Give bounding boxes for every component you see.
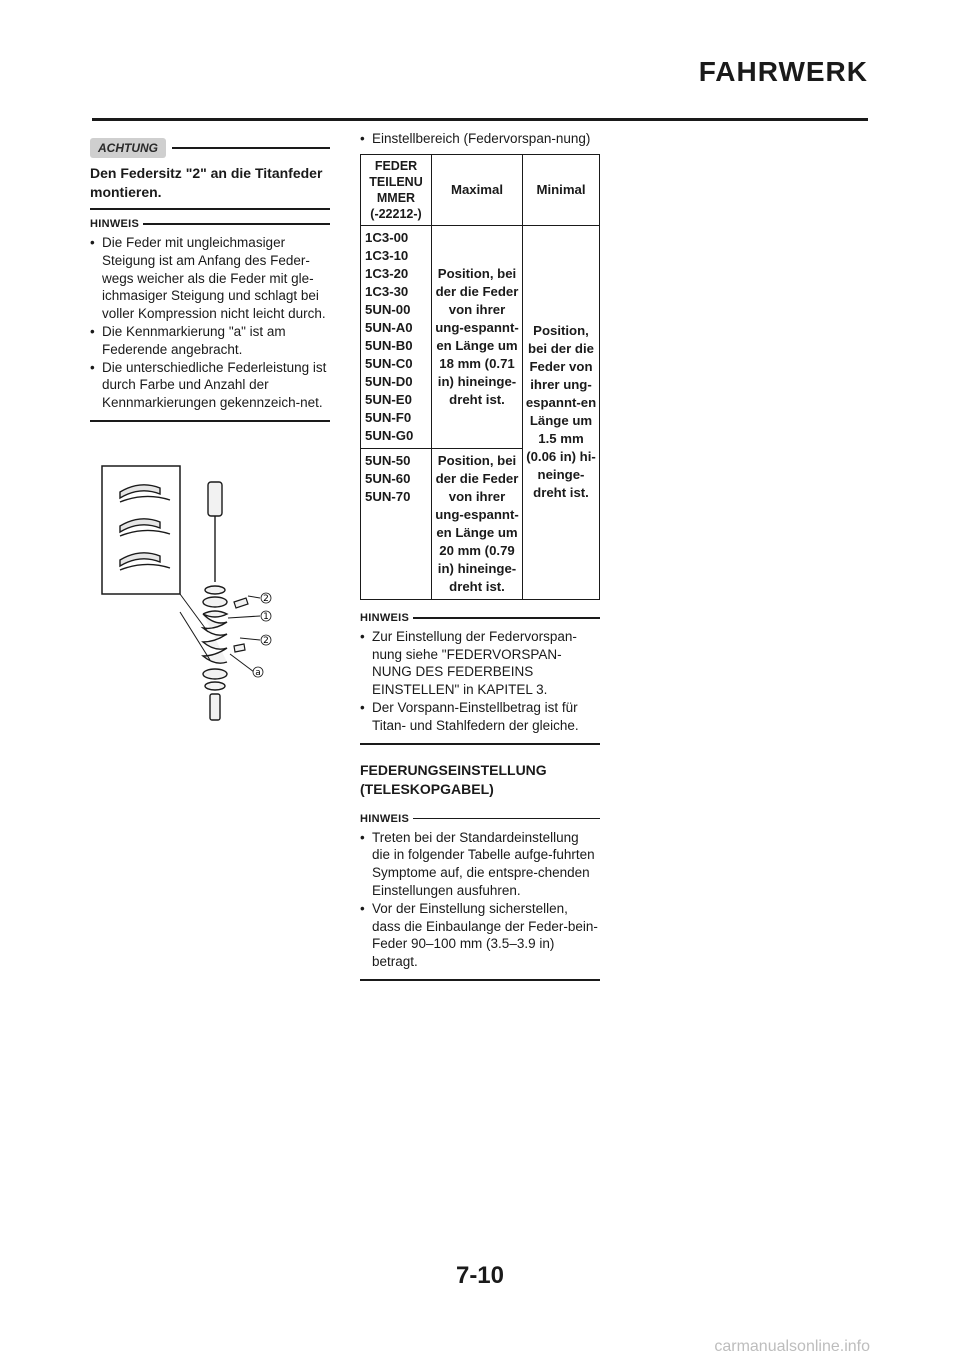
note-item: • Der Vorspann-Einstellbetrag ist für Titan- und Stahlfedern der gleiche. [360, 699, 600, 735]
note-item: • Vor der Einstellung sicherstellen, dass die Einbaulange der Feder-bein-Feder 90–100 mm (3.5–3.9 in) betragt. [360, 900, 600, 971]
page-title: FAHRWERK [698, 56, 868, 87]
part-number: 5UN-00 [365, 301, 411, 317]
middle-column [360, 130, 600, 987]
caution-badge: ACHTUNG [90, 138, 166, 158]
page-number: 7-10 [455, 1262, 505, 1289]
divider [90, 208, 330, 210]
table-row [361, 225, 600, 448]
maximal-value-cell: Position, bei der die Feder von ihrer ung-espannt-en Länge um 18 mm (0.71 in) hineinge-dreht ist. [432, 225, 523, 448]
maximal-value-cell: Position, bei der die Feder von ihrer ung-espannt-en Länge um 20 mm (0.79 in) hineinge-dreht ist. [432, 448, 523, 599]
part-number: 5UN-C0 [365, 355, 413, 371]
note-item: • Die Feder mit ungleichmasiger Steigung ist am Anfang des Feder-wegs weicher als die Feder mit gle-ichmasiger Steigung und schlagt bei voller Kompression nicht leicht durch. [90, 234, 330, 323]
spring-illustration [100, 462, 280, 732]
part-number: 1C3-00 [365, 229, 409, 245]
note-list [360, 829, 600, 971]
note-list [360, 628, 600, 735]
note-header [90, 218, 330, 230]
part-numbers-cell [361, 225, 432, 448]
adjustment-range-intro: • Einstellbereich (Federvorspan-nung) [360, 130, 600, 148]
callout-labels [253, 593, 271, 678]
callout-2-upper: 2 [263, 594, 269, 604]
note-header [360, 612, 600, 624]
part-number: 5UN-60 [365, 470, 411, 486]
minimal-value-cell: Position, bei der die Feder von ihrer ung-espannt-en Länge um 1.5 mm (0.06 in) hi-neinge-dreht ist. [523, 225, 600, 599]
left-column [90, 138, 330, 428]
part-number: 5UN-B0 [365, 337, 413, 353]
divider [360, 979, 600, 981]
shock-absorber [203, 482, 227, 720]
table-header-row [361, 154, 600, 225]
callout-1: 1 [263, 612, 269, 622]
note-label: HINWEIS [90, 218, 140, 230]
divider [413, 818, 600, 820]
callout-a: a [255, 668, 261, 678]
divider [360, 743, 600, 745]
part-number: 5UN-F0 [365, 409, 412, 425]
section-heading: FEDERUNGSEINSTELLUNG (TELESKOPGABEL) [360, 761, 547, 797]
part-number: 5UN-50 [365, 452, 411, 468]
caution-header [90, 138, 330, 158]
spring-preload-table [360, 154, 600, 600]
caution-text: Den Federsitz "2" an die Titanfeder montieren. [90, 165, 323, 200]
part-number: 5UN-G0 [365, 427, 414, 443]
part-number: 5UN-70 [365, 488, 411, 504]
divider [172, 147, 330, 149]
callout-2-lower: 2 [263, 636, 269, 646]
part-number: 5UN-D0 [365, 373, 413, 389]
note-item: • Zur Einstellung der Federvorspan-nung siehe "FEDERVORSPAN-NUNG DES FEDERBEINS EINSTELLEN" in KAPITEL 3. [360, 628, 600, 699]
part-number: 5UN-E0 [365, 391, 412, 407]
note-item: • Die Kennmarkierung "a" ist am Federende angebracht. [90, 323, 330, 359]
part-numbers-cell [361, 448, 432, 599]
note-header [360, 813, 600, 825]
divider [90, 420, 330, 422]
divider [143, 223, 330, 225]
note-item: • Treten bei der Standardeinstellung die in folgender Tabelle aufge-fuhrten Symptome auf, die entspre-chenden Einstellungen ausfuhren. [360, 829, 600, 900]
divider [413, 617, 600, 619]
spring-marking-samples [120, 485, 170, 570]
header-divider [92, 118, 868, 121]
watermark: carmanualsonline.info [714, 1338, 870, 1355]
part-number: 1C3-20 [365, 265, 409, 281]
note-label: HINWEIS [360, 812, 410, 825]
part-number: 1C3-30 [365, 283, 409, 299]
note-item: • Die unterschiedliche Federleistung ist durch Farbe und Anzahl der Kennmarkierungen gekennzeich-net. [90, 359, 330, 412]
note-list [90, 234, 330, 412]
column-header-minimal: Minimal [523, 154, 600, 225]
spring-seat-parts [234, 598, 248, 652]
part-number: 5UN-A0 [365, 319, 413, 335]
note-label: HINWEIS [360, 611, 410, 624]
column-header-maximal: Maximal [432, 154, 523, 225]
part-number: 1C3-10 [365, 247, 409, 263]
column-header-part-number: FEDER TEILENU MMER (-22212-) [361, 154, 432, 225]
